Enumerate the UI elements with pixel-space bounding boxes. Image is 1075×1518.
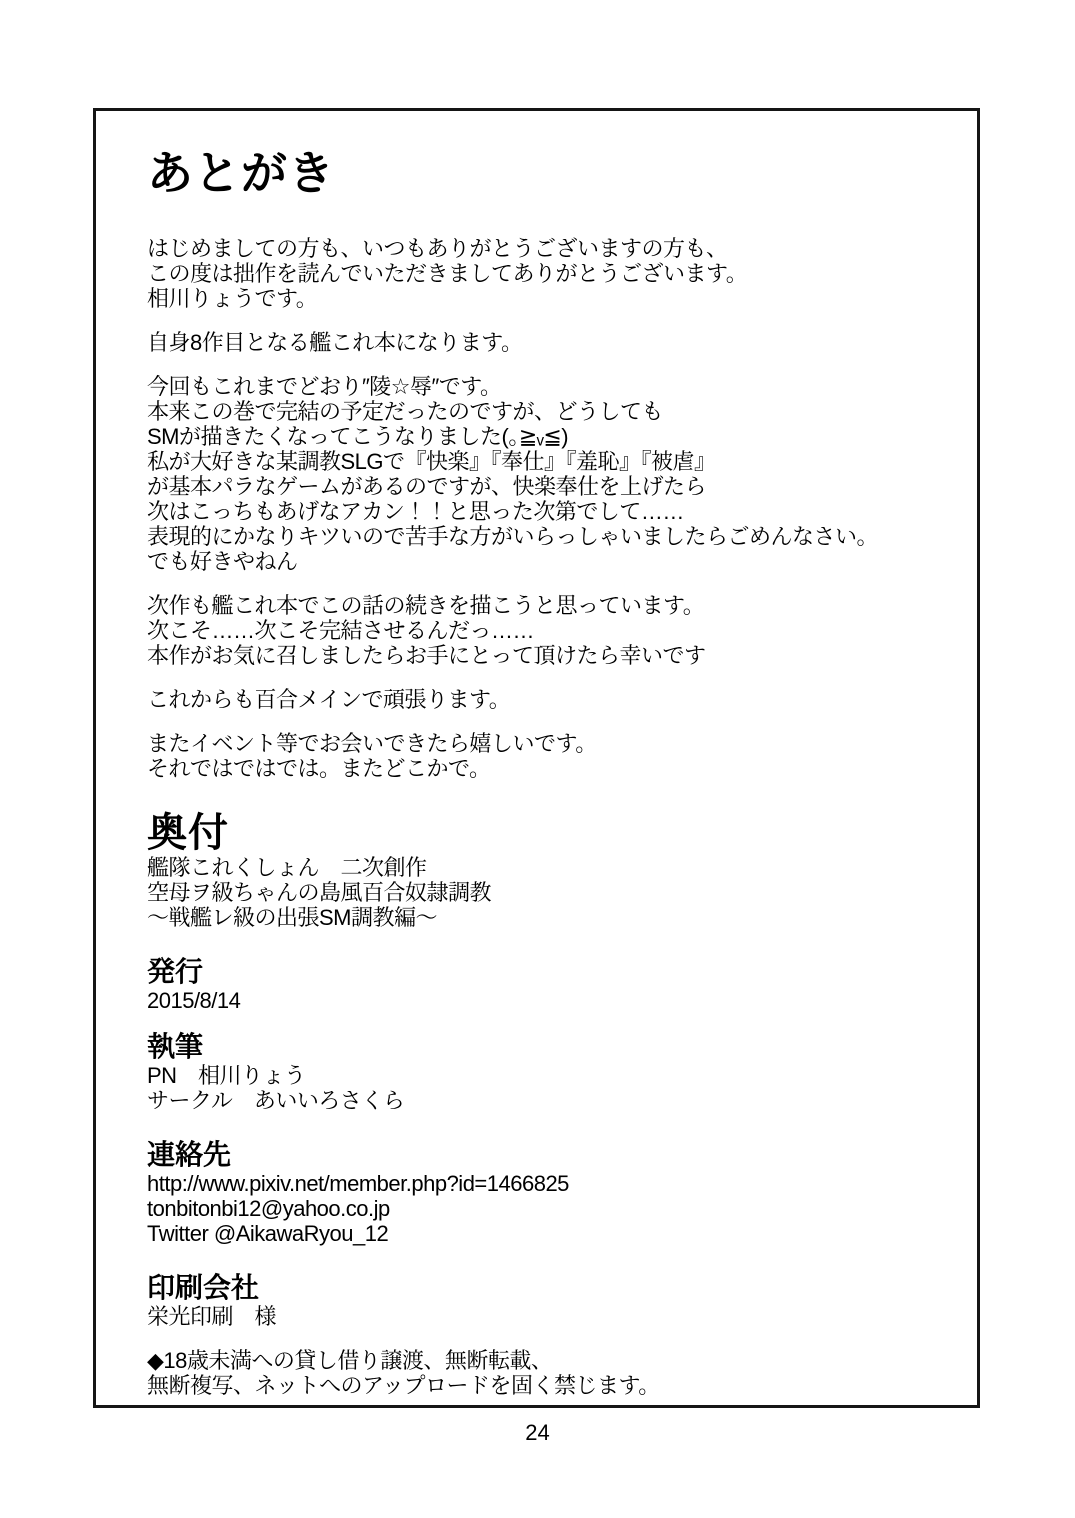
work-series-line: 艦隊これくしょん 二次創作 [147,855,427,880]
printer-name: 栄光印刷 様 [147,1304,277,1329]
text-line: はじめましての方も、いつもありがとうございますの方も、 [147,236,728,261]
notice-line: 無断複写、ネットへのアップロードを固く禁じます。 [147,1373,660,1398]
afterword-paragraph [147,687,941,712]
notice-line: ◆18歳未満への貸し借り譲渡、無断転載、 [147,1348,553,1373]
afterword-paragraph [147,236,941,311]
section-heading-contact: 連絡先 [147,1139,232,1170]
page-number: 24 [525,1420,550,1445]
text-line: 次はこっちもあげなアカン！！と思った次第でして…… [147,499,684,524]
section-heading-author: 執筆 [147,1031,204,1062]
afterword-paragraph [147,731,941,781]
text-line: 次こそ……次こそ完結させるんだっ…… [147,618,535,643]
work-subtitle-line: ～戦艦レ級の出張SM調教編～ [147,905,438,930]
circle-name: サークル あいいろさくら [147,1088,405,1113]
text-line: この度は拙作を読んでいただきましてありがとうございます。 [147,261,748,286]
text-line: 相川りょうです。 [147,286,318,311]
text-line: でも好きやねん [147,549,298,574]
afterword-paragraph [147,374,941,574]
pen-name: PN 相川りょう [147,1063,306,1088]
text-line: 本来この巻で完結の予定だったのですが、どうしても [147,399,664,424]
text-line: 次作も艦これ本でこの話の続きを描こうと思っています。 [147,593,705,618]
section-heading-printer: 印刷会社 [147,1272,260,1303]
text-line: が基本パラなゲームがあるのですが、快楽奉仕を上げたら [147,474,707,499]
text-line: またイベント等でお会いできたら嬉しいです。 [147,731,597,756]
age-restriction-notice [147,1348,941,1398]
afterword-title: あとがき [147,147,335,199]
contact-pixiv-url: http://www.pixiv.net/member.php?id=1466825 [147,1171,569,1196]
text-line: 表現的にかなりキツいので苦手な方がいらっしゃいましたらごめんなさい。 [147,524,879,549]
contact-twitter: Twitter @AikawaRyou_12 [147,1221,389,1246]
section-heading-publication: 発行 [147,956,204,987]
contact-email: tonbitonbi12@yahoo.co.jp [147,1196,390,1221]
text-line: これからも百合メインで頑張ります。 [147,687,511,712]
afterword-paragraph [147,330,941,355]
afterword-paragraph [147,593,941,668]
text-line: それではではでは。またどこかで。 [147,756,491,781]
text-line: 本作がお気に召しましたらお手にとって頂けたら幸いです [147,643,706,668]
text-line: 自身8作目となる艦これ本になります。 [147,330,523,355]
colophon-work-info [147,855,941,930]
text-line: 今回もこれまでどおり″陵☆辱″です。 [147,374,502,399]
content-frame [93,108,980,1408]
text-line: 私が大好きな某調教SLGで『快楽』『奉仕』『羞恥』『被虐』 [147,449,716,474]
text-line: SMが描きたくなってこうなりました(｡≧ᵥ≦) [147,424,569,449]
colophon-title: 奥付 [147,811,229,855]
publication-date: 2015/8/14 [147,988,241,1013]
work-title-line: 空母ヲ級ちゃんの島風百合奴隷調教 [147,880,492,905]
